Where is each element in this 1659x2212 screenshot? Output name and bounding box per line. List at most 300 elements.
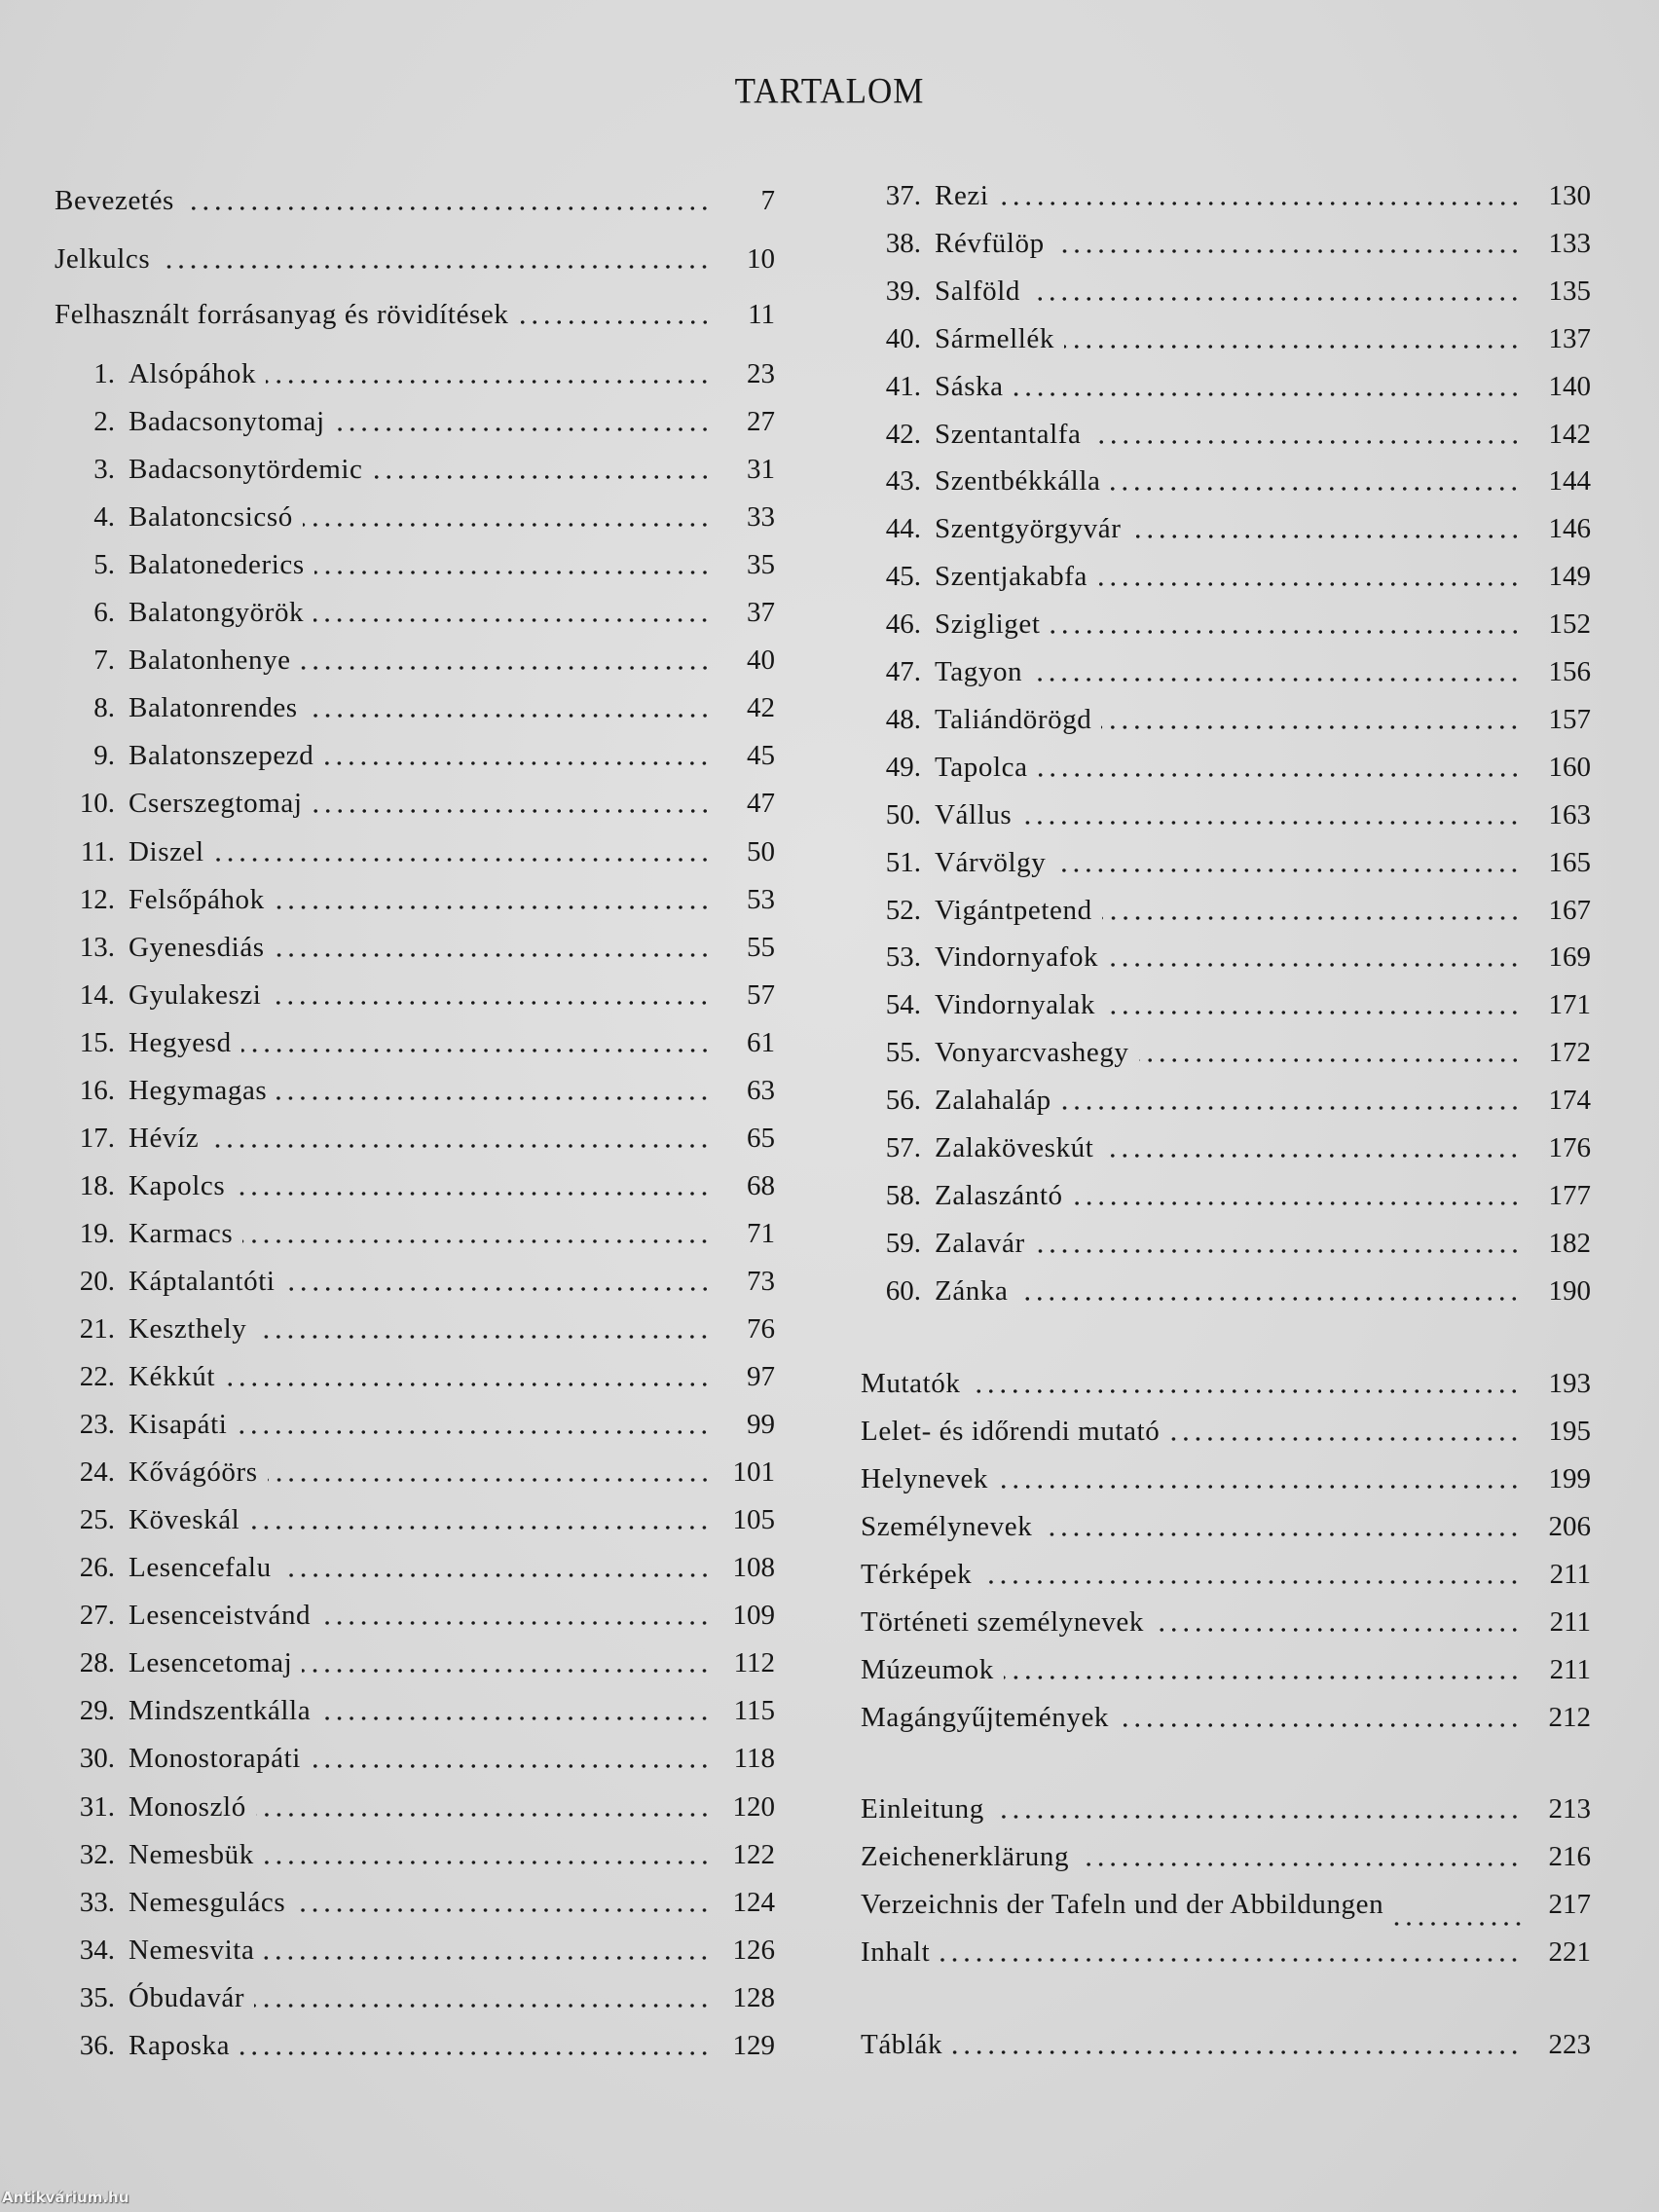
toc-entry-number: 59.: [885, 1227, 921, 1259]
dot-leader: [266, 379, 711, 385]
watermark: Antikvárium.hu: [2, 2189, 129, 2206]
dot-leader: [264, 1955, 711, 1961]
dot-leader: [1102, 915, 1521, 921]
toc-entry-label: Rezi: [935, 180, 989, 211]
toc-entry-number: 25.: [79, 1504, 115, 1536]
toc-entry-page: 177: [1548, 1179, 1591, 1211]
toc-entry-sources[interactable]: [55, 292, 775, 337]
toc-entry-place[interactable]: [55, 1211, 775, 1256]
dot-leader: [981, 1579, 1521, 1585]
toc-entry-label: Verzeichnis der Tafeln und der Abbildungen: [861, 1889, 1384, 1920]
toc-entry-number: 13.: [79, 931, 115, 963]
toc-entry-number: 21.: [79, 1313, 115, 1345]
toc-entry-label: Mindszentkálla: [129, 1695, 312, 1727]
toc-entry-label: Révfülöp: [935, 227, 1045, 259]
toc-entry-page: 10: [747, 243, 775, 275]
dot-leader: [320, 1715, 711, 1721]
dot-leader: [1139, 1057, 1521, 1063]
dot-leader: [313, 808, 711, 814]
toc-entry-index[interactable]: [861, 1456, 1591, 1501]
toc-entry-place[interactable]: [55, 638, 775, 682]
toc-entry-label: Vindornyalak: [935, 989, 1095, 1021]
toc-entry-number: 56.: [885, 1085, 921, 1117]
toc-entry-number: 5.: [93, 549, 115, 581]
dot-leader: [1169, 1436, 1521, 1442]
toc-entry-page: 124: [732, 1886, 775, 1918]
dot-leader: [242, 1238, 711, 1244]
toc-entry-page: 163: [1548, 798, 1591, 830]
dot-leader: [264, 1860, 711, 1865]
toc-entry-place[interactable]: [861, 793, 1591, 837]
toc-entry-label: Személynevek: [861, 1511, 1033, 1542]
toc-entry-number: 19.: [79, 1217, 115, 1249]
dot-leader: [1042, 1531, 1521, 1537]
dot-leader: [1032, 677, 1521, 682]
toc-entry-number: 32.: [79, 1838, 115, 1870]
toc-entry-place[interactable]: [55, 542, 775, 587]
toc-entry-number: 57.: [885, 1132, 921, 1163]
toc-entry-label: Taliándörögd: [935, 703, 1092, 735]
toc-entry-page: 167: [1548, 894, 1591, 926]
toc-entry-place[interactable]: [861, 1221, 1591, 1266]
dot-leader: [1035, 1248, 1521, 1254]
toc-entry-page: 221: [1548, 1936, 1591, 1968]
dot-leader: [240, 2050, 711, 2056]
toc-entry-label: Zánka: [935, 1274, 1009, 1307]
dot-leader: [308, 713, 711, 719]
toc-entry-place[interactable]: [861, 1125, 1591, 1170]
toc-entry-number: 48.: [885, 703, 921, 735]
toc-entry-page: 76: [747, 1313, 775, 1345]
toc-entry-place[interactable]: [55, 781, 775, 826]
toc-entry-place[interactable]: [55, 1450, 775, 1494]
toc-entry-label: Lesencefalu: [129, 1552, 272, 1584]
toc-entry-number: 28.: [79, 1647, 115, 1679]
toc-entry-label: Múzeumok: [861, 1654, 994, 1685]
toc-entry-place[interactable]: [861, 316, 1591, 361]
dot-leader: [1051, 629, 1521, 635]
toc-entry-page: 115: [733, 1695, 775, 1727]
toc-entry-label: Balatongyörök: [129, 597, 305, 629]
dot-leader: [302, 1668, 711, 1674]
toc-entry-label: Várvölgy: [935, 846, 1047, 878]
toc-entry-page: 137: [1548, 322, 1591, 354]
dot-leader: [281, 1572, 711, 1578]
dot-leader: [208, 1143, 711, 1149]
toc-entry-place[interactable]: [861, 554, 1591, 599]
toc-entry-place[interactable]: [861, 412, 1591, 457]
toc-entry-label: Raposka: [129, 2029, 231, 2061]
toc-entry-number: 43.: [885, 465, 921, 498]
dot-leader: [275, 904, 711, 910]
dot-leader: [1131, 534, 1522, 539]
dot-leader: [373, 474, 711, 480]
toc-entry-page: 57: [747, 978, 775, 1011]
toc-entry-label: Vigántpetend: [935, 894, 1092, 926]
dot-leader: [225, 1382, 711, 1387]
toc-entry-number: 52.: [885, 894, 921, 926]
toc-entry-label: Gyenesdiás: [129, 931, 265, 963]
toc-entry-page: 140: [1548, 370, 1591, 402]
toc-entry-page: 130: [1548, 180, 1591, 211]
toc-entry-place[interactable]: [55, 1497, 775, 1542]
toc-entry-page: 174: [1548, 1085, 1591, 1117]
toc-entry-page: 206: [1548, 1511, 1591, 1542]
toc-entry-page: 176: [1548, 1132, 1591, 1163]
toc-entry-page: 33: [747, 501, 775, 534]
toc-entry-label: Balatonederics: [129, 549, 305, 581]
toc-entry-page: 50: [747, 835, 775, 867]
toc-entry-number: 7.: [93, 645, 115, 677]
toc-entry-number: 3.: [93, 454, 115, 486]
toc-entry-place[interactable]: [861, 840, 1591, 885]
toc-entry-label: Helynevek: [861, 1463, 989, 1494]
toc-entry-page: 27: [747, 406, 775, 438]
toc-entry-place[interactable]: [861, 1173, 1591, 1218]
toc-entry-page: 55: [747, 931, 775, 963]
toc-entry-label: Zalahaláp: [935, 1085, 1051, 1117]
toc-entry-label: Badacsonytördemic: [129, 454, 363, 486]
dot-leader: [301, 665, 711, 671]
toc-entry-place[interactable]: [55, 1307, 775, 1351]
dot-leader: [1101, 724, 1521, 730]
dot-leader: [1014, 391, 1521, 397]
toc-entry-place[interactable]: [861, 1030, 1591, 1075]
dot-leader: [1079, 1862, 1521, 1867]
toc-entry-page: 212: [1548, 1702, 1591, 1733]
toc-entry-number: 36.: [79, 2029, 115, 2061]
toc-entry-page: 40: [747, 645, 775, 677]
dot-leader: [214, 857, 711, 863]
toc-entry-place[interactable]: [861, 459, 1591, 503]
toc-entry-place[interactable]: [861, 982, 1591, 1027]
toc-entry-label: Balatonrendes: [129, 692, 298, 724]
toc-entry-number: 60.: [885, 1274, 921, 1307]
toc-entry-place[interactable]: [861, 649, 1591, 694]
toc-entry-label: Monoszló: [129, 1790, 246, 1823]
toc-entry-number: 51.: [885, 846, 921, 878]
toc-entry-label: Térképek: [861, 1559, 973, 1590]
toc-entry-label: Szigliget: [935, 608, 1041, 641]
dot-leader: [313, 617, 711, 623]
toc-entry-page: 45: [747, 740, 775, 772]
toc-entry-label: Szentgyörgyvár: [935, 513, 1122, 545]
toc-entry-page: 42: [747, 692, 775, 724]
toc-entry-index[interactable]: [861, 1552, 1591, 1597]
toc-entry-place[interactable]: [55, 1641, 775, 1685]
dot-leader: [1110, 486, 1521, 492]
toc-entry-label: Kisapáti: [129, 1409, 228, 1441]
toc-entry-page: 216: [1548, 1841, 1591, 1872]
dot-leader: [998, 1484, 1521, 1490]
toc-entry-label: Vindornyafok: [935, 941, 1099, 974]
dot-leader: [1097, 581, 1521, 587]
toc-entry-page: 53: [747, 883, 775, 915]
toc-entry-page: 211: [1549, 1654, 1591, 1685]
toc-entry-label: Einleitung: [861, 1793, 984, 1825]
dot-leader: [1021, 820, 1521, 826]
toc-entry-label: Sármellék: [935, 322, 1054, 354]
toc-entry-place[interactable]: [55, 685, 775, 730]
toc-entry-label: Történeti személynevek: [861, 1606, 1144, 1638]
toc-entry-number: 14.: [79, 978, 115, 1011]
toc-entry-page: 129: [732, 2029, 775, 2061]
toc-entry-introduction[interactable]: [55, 178, 775, 223]
toc-entry-label: Köveskál: [129, 1504, 240, 1536]
toc-entry-place[interactable]: [55, 447, 775, 492]
toc-entry-page: 23: [747, 358, 775, 389]
toc-entry-number: 39.: [885, 275, 921, 307]
toc-entry-label: Felsőpáhok: [129, 883, 265, 915]
toc-entry-page: 156: [1548, 656, 1591, 687]
dot-leader: [237, 1429, 711, 1435]
toc-entry-place[interactable]: [55, 830, 775, 874]
dot-leader: [1004, 1675, 1521, 1680]
toc-entry-label: Cserszegtomaj: [129, 788, 303, 820]
toc-entry-place[interactable]: [55, 1020, 775, 1065]
toc-entry-page: 152: [1548, 608, 1591, 641]
toc-entry-place[interactable]: [55, 1928, 775, 1972]
toc-entry-place[interactable]: [861, 602, 1591, 646]
toc-entry-place[interactable]: [55, 1688, 775, 1733]
toc-entry-label: Vonyarcvashegy: [935, 1037, 1129, 1069]
toc-entry-label: Szentbékkálla: [935, 465, 1101, 498]
toc-entry-page: 99: [747, 1409, 775, 1441]
toc-entry-german[interactable]: [861, 1834, 1591, 1879]
toc-entry-number: 55.: [885, 1037, 921, 1069]
toc-entry-index[interactable]: [861, 1361, 1591, 1406]
toc-entry-label: Kapolcs: [129, 1169, 226, 1201]
toc-entry-place[interactable]: [861, 221, 1591, 266]
toc-entry-page: 35: [747, 549, 775, 581]
toc-right-column: [861, 0, 1591, 2212]
dot-leader: [184, 205, 711, 211]
dot-leader: [275, 952, 711, 958]
toc-entry-label: Gyulakeszi: [129, 978, 262, 1011]
toc-entry-plates[interactable]: [861, 2022, 1591, 2067]
toc-entry-place[interactable]: [55, 1402, 775, 1447]
toc-entry-place[interactable]: [55, 877, 775, 922]
toc-entry-place[interactable]: [55, 1880, 775, 1925]
dot-leader: [994, 1814, 1521, 1820]
dot-leader: [311, 1763, 711, 1769]
toc-entry-number: 42.: [885, 418, 921, 450]
dot-leader: [1030, 296, 1521, 302]
toc-entry-page: 146: [1548, 513, 1591, 545]
toc-entry-number: 11.: [80, 835, 115, 867]
dot-leader: [1103, 1153, 1521, 1159]
dot-leader: [970, 1388, 1521, 1394]
toc-entry-label: Mutatók: [861, 1368, 961, 1399]
toc-entry-place[interactable]: [861, 173, 1591, 218]
toc-entry-page: 11: [748, 299, 775, 330]
toc-entry-page: 211: [1549, 1606, 1591, 1638]
toc-entry-number: 47.: [885, 656, 921, 687]
toc-entry-page: 135: [1548, 275, 1591, 307]
toc-entry-page: 193: [1548, 1368, 1591, 1399]
toc-entry-number: 50.: [885, 798, 921, 830]
toc-entry-page: 133: [1548, 227, 1591, 259]
toc-entry-label: Keszthely: [129, 1313, 247, 1345]
toc-entry-place[interactable]: [55, 925, 775, 970]
toc-entry-label: Balatonszepezd: [129, 740, 314, 772]
toc-entry-number: 10.: [79, 788, 115, 820]
toc-entry-place[interactable]: [55, 495, 775, 539]
toc-entry-place[interactable]: [55, 733, 775, 778]
toc-entry-german[interactable]: [861, 1882, 1591, 1927]
toc-entry-german[interactable]: [861, 1787, 1591, 1831]
toc-entry-number: 16.: [79, 1074, 115, 1106]
dot-leader: [241, 1048, 711, 1053]
toc-entry-page: 190: [1548, 1274, 1591, 1307]
toc-entry-number: 58.: [885, 1179, 921, 1211]
toc-entry-place[interactable]: [861, 745, 1591, 790]
dot-leader: [1064, 344, 1521, 350]
toc-entry-label: Nemesbük: [129, 1838, 254, 1870]
toc-entry-number: 41.: [885, 370, 921, 402]
toc-entry-page: 109: [732, 1600, 775, 1632]
toc-entry-number: 40.: [885, 322, 921, 354]
toc-entry-place[interactable]: [55, 1736, 775, 1781]
toc-entry-page: 120: [732, 1790, 775, 1823]
toc-entry-place[interactable]: [55, 351, 775, 396]
dot-leader: [320, 1620, 711, 1626]
toc-entry-page: 165: [1548, 846, 1591, 878]
toc-entry-legend[interactable]: [55, 237, 775, 281]
toc-entry-number: 2.: [93, 406, 115, 438]
toc-entry-place[interactable]: [55, 973, 775, 1017]
dot-leader: [271, 1000, 711, 1006]
dot-leader: [1091, 439, 1521, 445]
toc-entry-place[interactable]: [55, 590, 775, 635]
toc-entry-place[interactable]: [55, 1163, 775, 1208]
toc-entry-page: 157: [1548, 703, 1591, 735]
toc-entry-index[interactable]: [861, 1647, 1591, 1692]
toc-entry-page: 7: [760, 185, 775, 216]
dot-leader: [335, 426, 711, 432]
toc-entry-place[interactable]: [861, 364, 1591, 409]
toc-entry-label: Diszel: [129, 835, 204, 867]
toc-entry-number: 29.: [79, 1695, 115, 1727]
toc-entry-label: Nemesvita: [129, 1934, 255, 1966]
dot-leader: [256, 1334, 711, 1340]
toc-entry-label: Hegyesd: [129, 1026, 232, 1058]
toc-entry-place[interactable]: [55, 399, 775, 444]
toc-entry-place[interactable]: [861, 269, 1591, 313]
toc-entry-page: 217: [1548, 1889, 1591, 1920]
toc-entry-label: Lelet- és időrendi mutató: [861, 1416, 1161, 1447]
toc-entry-place[interactable]: [55, 1975, 775, 2020]
toc-entry-german[interactable]: [861, 1930, 1591, 1974]
toc-entry-place[interactable]: [861, 506, 1591, 551]
toc-entry-label: Lesenceistvánd: [129, 1600, 312, 1632]
dot-leader: [1108, 962, 1521, 968]
toc-entry-place[interactable]: [55, 1068, 775, 1113]
dot-leader: [1119, 1722, 1521, 1728]
toc-entry-number: 37.: [885, 180, 921, 211]
toc-entry-label: Táblák: [861, 2029, 943, 2060]
toc-entry-place[interactable]: [861, 888, 1591, 933]
toc-entry-index[interactable]: [861, 1600, 1591, 1644]
dot-leader: [256, 1812, 711, 1818]
toc-entry-number: 9.: [93, 740, 115, 772]
toc-entry-number: 31.: [79, 1790, 115, 1823]
toc-entry-number: 35.: [79, 1981, 115, 2013]
toc-entry-number: 38.: [885, 227, 921, 259]
toc-entry-place[interactable]: [55, 1593, 775, 1638]
toc-entry-page: 182: [1548, 1227, 1591, 1259]
toc-entry-page: 71: [747, 1217, 775, 1249]
toc-entry-place[interactable]: [861, 697, 1591, 742]
toc-entry-label: Óbudavár: [129, 1981, 245, 2013]
dot-leader: [1054, 248, 1521, 254]
dot-leader: [1389, 1921, 1525, 1927]
toc-entry-number: 49.: [885, 751, 921, 783]
toc-entry-page: 172: [1548, 1037, 1591, 1069]
toc-entry-number: 20.: [79, 1265, 115, 1297]
toc-entry-place[interactable]: [861, 1269, 1591, 1313]
toc-entry-page: 65: [747, 1122, 775, 1154]
toc-entry-page: 169: [1548, 941, 1591, 974]
toc-entry-page: 63: [747, 1074, 775, 1106]
toc-entry-number: 17.: [79, 1122, 115, 1154]
toc-entry-page: 118: [733, 1743, 775, 1775]
toc-entry-label: Hegymagas: [129, 1074, 268, 1106]
toc-entry-number: 45.: [885, 561, 921, 593]
toc-entry-label: Inhalt: [861, 1936, 931, 1968]
dot-leader: [160, 264, 711, 270]
toc-entry-label: Bevezetés: [55, 185, 174, 216]
toc-entry-page: 31: [747, 454, 775, 486]
dot-leader: [303, 522, 711, 528]
toc-entry-place[interactable]: [55, 1354, 775, 1399]
toc-entry-label: Balatoncsicsó: [129, 501, 293, 534]
toc-entry-index[interactable]: [861, 1504, 1591, 1549]
toc-entry-label: Káptalantóti: [129, 1265, 276, 1297]
toc-entry-index[interactable]: [861, 1695, 1591, 1740]
toc-entry-place[interactable]: [55, 1832, 775, 1877]
toc-entry-page: 142: [1548, 418, 1591, 450]
toc-entry-page: 149: [1548, 561, 1591, 593]
toc-entry-number: 24.: [79, 1456, 115, 1489]
toc-entry-label: Szentantalfa: [935, 418, 1082, 450]
dot-leader: [314, 570, 711, 575]
toc-entry-place[interactable]: [55, 1545, 775, 1590]
toc-entry-index[interactable]: [861, 1409, 1591, 1454]
toc-entry-page: 61: [747, 1026, 775, 1058]
toc-entry-place[interactable]: [861, 1078, 1591, 1123]
toc-entry-page: 144: [1548, 465, 1591, 498]
toc-entry-place[interactable]: [55, 2023, 775, 2068]
toc-entry-number: 44.: [885, 513, 921, 545]
toc-entry-page: 160: [1548, 751, 1591, 783]
dot-leader: [952, 2049, 1521, 2055]
dot-leader: [1038, 772, 1521, 778]
toc-entry-page: 73: [747, 1265, 775, 1297]
toc-entry-place[interactable]: [55, 1116, 775, 1161]
toc-entry-page: 122: [732, 1838, 775, 1870]
toc-entry-place[interactable]: [861, 935, 1591, 979]
toc-entry-place[interactable]: [55, 1785, 775, 1829]
toc-entry-place[interactable]: [55, 1259, 775, 1304]
toc-entry-page: 37: [747, 597, 775, 629]
toc-entry-number: 4.: [93, 501, 115, 534]
toc-entry-number: 26.: [79, 1552, 115, 1584]
toc-entry-label: Szentjakabfa: [935, 561, 1088, 593]
toc-entry-label: Karmacs: [129, 1217, 234, 1249]
toc-entry-number: 34.: [79, 1934, 115, 1966]
dot-leader: [323, 760, 711, 766]
